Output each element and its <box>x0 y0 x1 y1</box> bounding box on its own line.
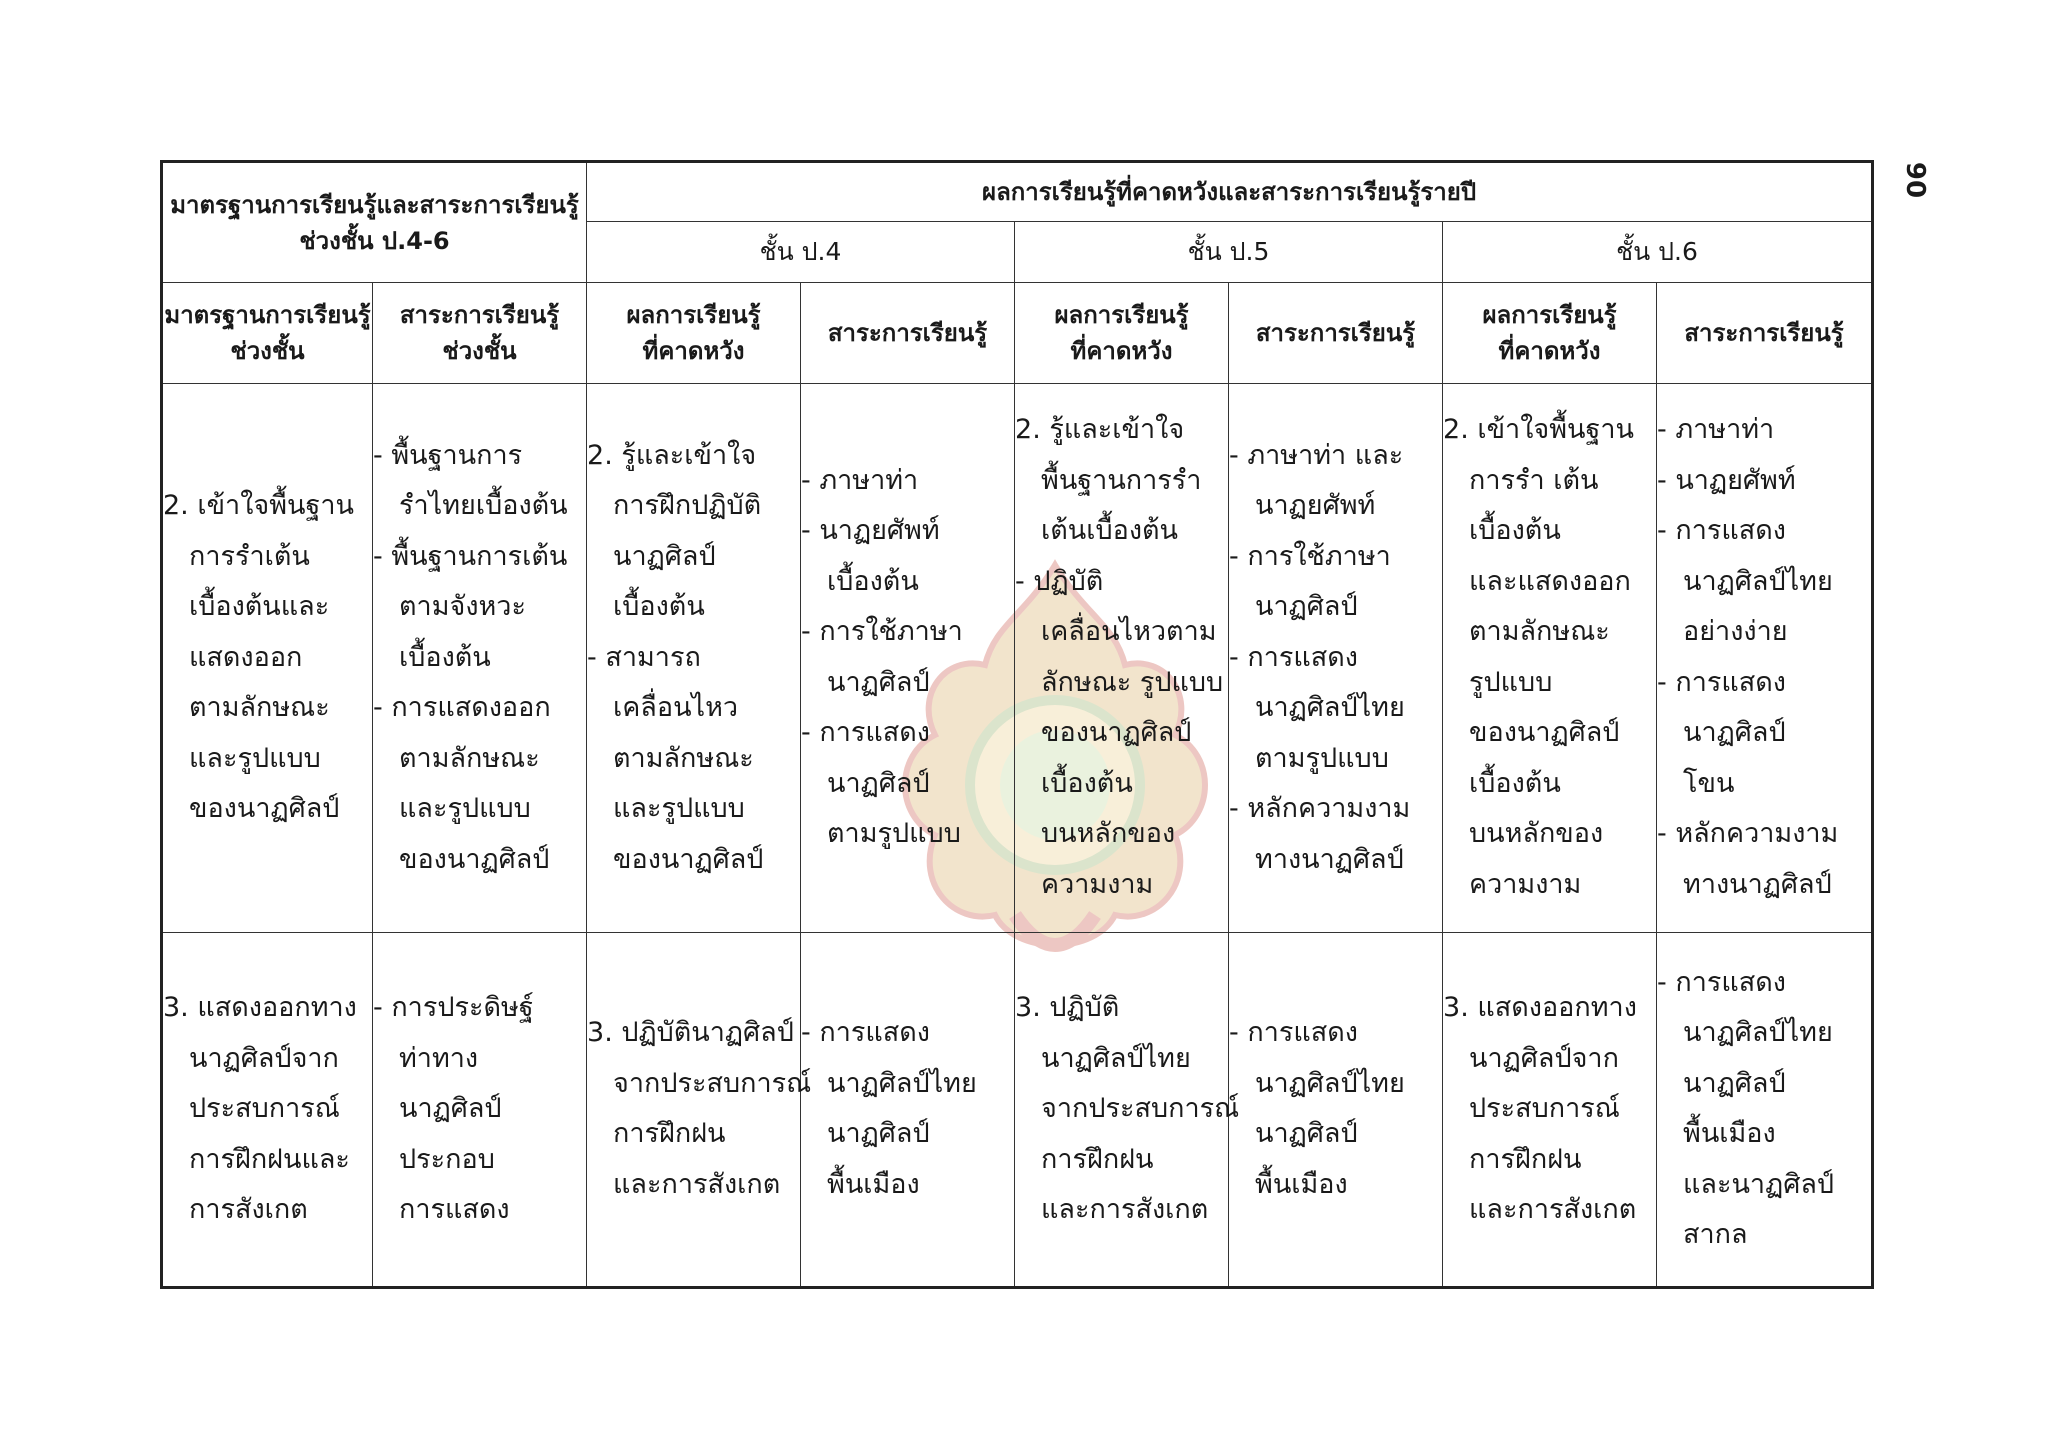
cell-line: นาฏศิลป์ไทย <box>1255 1067 1405 1099</box>
cell-line: ตามลักษณะ <box>1469 616 1610 648</box>
sub-header-line: ที่คาดหวัง <box>1070 337 1173 366</box>
cell-line: ท่าทาง <box>399 1042 479 1074</box>
cell-line: นาฏศิลป์ <box>827 767 930 799</box>
cell-line: - ภาษาท่า <box>801 464 919 496</box>
cell-line: ตามรูปแบบ <box>1255 742 1389 774</box>
cell-line: 3. ปฏิบัตินาฏศิลป์ <box>587 1017 794 1049</box>
cell-line: 3. แสดงออกทาง <box>163 992 357 1024</box>
cell-line: 2. เข้าใจพื้นฐาน <box>163 490 354 522</box>
cell-line: ประสบการณ์ <box>189 1093 340 1125</box>
cell-line: และแสดงออก <box>1469 565 1631 597</box>
cell-line: นาฏศิลป์ไทย <box>1041 1042 1191 1074</box>
curriculum-table <box>160 160 1874 1289</box>
cell-line: ตามลักษณะ <box>399 742 540 774</box>
table-cell <box>1229 384 1443 932</box>
cell-line: รำไทยเบื้องต้น <box>399 490 568 522</box>
cell-line: นาฏศิลป์ไทย <box>1683 1017 1833 1049</box>
cell-line: - การแสดง <box>1229 1017 1358 1049</box>
header-yearly-outcomes: ผลการเรียนรู้ที่คาดหวังและสาระการเรียนรู้รายปี <box>587 162 1873 222</box>
cell-line: เบื้องต้น <box>827 565 919 597</box>
cell-line: การฝึกฝน <box>613 1118 726 1150</box>
cell-line: นาฏศิลป์ <box>399 1093 502 1125</box>
table-cell <box>587 384 801 932</box>
cell-line: และรูปแบบ <box>613 793 745 825</box>
page-number: 90 <box>1900 161 1930 199</box>
sub-header-line: สาระการเรียนรู้ <box>1684 319 1844 348</box>
cell-line: ของนาฏศิลป์ <box>189 793 340 825</box>
sub-header-line: ช่วงชั้น <box>442 337 517 366</box>
cell-line: - หลักความงาม <box>1229 793 1411 825</box>
sub-header-line: ที่คาดหวัง <box>642 337 745 366</box>
cell-line: นาฏศิลป์จาก <box>189 1042 339 1074</box>
cell-line: ประสบการณ์ <box>1469 1093 1620 1125</box>
cell-line: - การแสดง <box>1657 666 1786 698</box>
cell-line: - การแสดง <box>801 717 930 749</box>
cell-line: ทางนาฏศิลป์ <box>1683 868 1832 900</box>
cell-line: - นาฏยศัพท์ <box>1657 464 1796 496</box>
header-grade-6: ชั้น ป.6 <box>1443 222 1873 283</box>
cell-line: - การแสดง <box>801 1017 930 1049</box>
sub-header-line: ผลการเรียนรู้ <box>1482 301 1617 330</box>
cell-line: นาฏยศัพท์ <box>1255 490 1376 522</box>
cell-line: อย่างง่าย <box>1683 616 1788 648</box>
cell-line: นาฏศิลป์ไทย <box>1255 692 1405 724</box>
table-cell <box>1657 384 1873 932</box>
cell-line: - หลักความงาม <box>1657 818 1839 850</box>
table-cell <box>1443 384 1657 932</box>
table-cell <box>373 384 587 932</box>
cell-line: การรำเต้น <box>189 540 310 572</box>
cell-line: นาฏศิลป์ไทย <box>1683 565 1833 597</box>
cell-line: นาฏศิลป์จาก <box>1469 1042 1619 1074</box>
cell-line: ทางนาฏศิลป์ <box>1255 843 1404 875</box>
header-standards-overall: มาตรฐานการเรียนรู้และสาระการเรียนรู้ ช่วงชั้น ป.4-6 <box>162 162 587 283</box>
sub-header-1 <box>373 283 587 384</box>
cell-line: นาฏศิลป์ <box>1683 1067 1786 1099</box>
cell-line: - การใช้ภาษา <box>1229 540 1391 572</box>
cell-line: - การประดิษฐ์ <box>373 992 534 1024</box>
cell-line: - การใช้ภาษา <box>801 616 963 648</box>
cell-line: ประกอบ <box>399 1143 495 1175</box>
cell-line: เบื้องต้น <box>1041 767 1133 799</box>
sub-header-4 <box>1015 283 1229 384</box>
cell-line: ความงาม <box>1041 868 1154 900</box>
cell-line: เบื้องต้นและ <box>189 591 330 623</box>
table-cell <box>162 384 373 932</box>
cell-line: - สามารถ <box>587 641 701 673</box>
header-grade-4: ชั้น ป.4 <box>587 222 1015 283</box>
cell-line: บนหลักของ <box>1469 818 1604 850</box>
cell-line: นาฏศิลป์ <box>827 666 930 698</box>
cell-line: การฝึกฝน <box>1469 1143 1582 1175</box>
cell-line: เบื้องต้น <box>399 641 491 673</box>
table-cell <box>1657 932 1873 1287</box>
cell-line: โขน <box>1683 767 1735 799</box>
cell-line: และรูปแบบ <box>189 742 321 774</box>
cell-line: พื้นฐานการรำ <box>1041 464 1202 496</box>
cell-line: พื้นเมือง <box>1255 1168 1348 1200</box>
cell-line: การฝึกฝน <box>1041 1143 1154 1175</box>
table-cell <box>1229 932 1443 1287</box>
cell-line: บนหลักของ <box>1041 818 1176 850</box>
cell-line: การแสดง <box>399 1194 510 1226</box>
cell-line: เคลื่อนไหว <box>613 692 739 724</box>
cell-line: เบื้องต้น <box>1469 767 1561 799</box>
sub-header-7 <box>1657 283 1873 384</box>
cell-line: - การแสดง <box>1229 641 1358 673</box>
cell-line: เคลื่อนไหวตาม <box>1041 616 1217 648</box>
cell-line: - การแสดง <box>1657 966 1786 998</box>
cell-line: ของนาฏศิลป์ <box>399 843 550 875</box>
table-cell <box>587 932 812 1287</box>
cell-line: ตามรูปแบบ <box>827 818 961 850</box>
cell-line: จากประสบการณ์ <box>1041 1093 1240 1125</box>
cell-line: - พื้นฐานการ <box>373 439 523 471</box>
cell-line: จากประสบการณ์ <box>613 1067 812 1099</box>
sub-header-6 <box>1443 283 1657 384</box>
header-grade-5: ชั้น ป.5 <box>1015 222 1443 283</box>
cell-line: เต้นเบื้องต้น <box>1041 515 1178 547</box>
table-cell <box>373 932 587 1287</box>
table-cell <box>1015 932 1240 1287</box>
cell-line: ตามลักษณะ <box>189 692 330 724</box>
cell-line: ตามลักษณะ <box>613 742 754 774</box>
cell-line: 3. แสดงออกทาง <box>1443 992 1637 1024</box>
sub-header-line: สาระการเรียนรู้ <box>1255 319 1416 348</box>
cell-line: ความงาม <box>1469 868 1582 900</box>
cell-line: แสดงออก <box>189 641 303 673</box>
table-cell <box>1015 384 1229 932</box>
sub-header-2 <box>587 283 801 384</box>
cell-line: - การแสดงออก <box>373 692 551 724</box>
cell-line: การสังเกต <box>189 1194 308 1226</box>
cell-line: เบื้องต้น <box>1469 515 1561 547</box>
sub-header-line: ผลการเรียนรู้ <box>1054 301 1189 330</box>
cell-line: นาฏศิลป์ <box>1255 1118 1358 1150</box>
cell-line: - ปฏิบัติ <box>1015 565 1104 597</box>
cell-line: นาฏศิลป์ <box>1683 717 1786 749</box>
table-cell <box>801 384 1015 932</box>
cell-line: การรำ เต้น <box>1469 464 1599 496</box>
cell-line: 3. ปฏิบัติ <box>1015 992 1120 1024</box>
sub-header-5 <box>1229 283 1443 384</box>
cell-line: ของนาฏศิลป์ <box>1469 717 1620 749</box>
sub-header-3 <box>801 283 1015 384</box>
table-cell <box>162 932 373 1287</box>
cell-line: และรูปแบบ <box>399 793 531 825</box>
cell-line: - นาฏยศัพท์ <box>801 515 940 547</box>
cell-line: ลักษณะ รูปแบบ <box>1041 666 1224 698</box>
sub-header-line: สาระการเรียนรู้ <box>399 301 560 330</box>
cell-line: - ภาษาท่า <box>1657 414 1775 446</box>
sub-header-0 <box>162 283 373 384</box>
cell-line: และนาฏศิลป์ <box>1683 1168 1835 1200</box>
cell-line: เบื้องต้น <box>613 591 705 623</box>
cell-line: - พื้นฐานการเต้น <box>373 540 568 572</box>
cell-line: นาฏศิลป์ <box>613 540 716 572</box>
sub-header-line: ผลการเรียนรู้ <box>626 301 761 330</box>
cell-line: และการสังเกต <box>1469 1194 1637 1226</box>
cell-line: 2. เข้าใจพื้นฐาน <box>1443 414 1634 446</box>
sub-header-line: ช่วงชั้น <box>230 337 305 366</box>
cell-line: การฝึกปฏิบัติ <box>613 490 762 522</box>
cell-line: ของนาฏศิลป์ <box>1041 717 1192 749</box>
sub-header-line: สาระการเรียนรู้ <box>827 319 988 348</box>
sub-header-line: ที่คาดหวัง <box>1498 337 1601 366</box>
cell-line: พื้นเมือง <box>827 1168 920 1200</box>
cell-line: และการสังเกต <box>613 1168 781 1200</box>
cell-line: 2. รู้และเข้าใจ <box>1015 414 1185 446</box>
cell-line: - ภาษาท่า และ <box>1229 439 1404 471</box>
table-cell <box>1443 932 1657 1287</box>
table-cell <box>801 932 1015 1287</box>
cell-line: รูปแบบ <box>1469 666 1553 698</box>
cell-line: พื้นเมือง <box>1683 1118 1776 1150</box>
cell-line: - การแสดง <box>1657 515 1786 547</box>
cell-line: ตามจังหวะ <box>399 591 526 623</box>
cell-line: สากล <box>1683 1219 1748 1251</box>
cell-line: 2. รู้และเข้าใจ <box>587 439 757 471</box>
sub-header-line: มาตรฐานการเรียนรู้ <box>164 301 371 330</box>
cell-line: การฝึกฝนและ <box>189 1143 350 1175</box>
cell-line: ของนาฏศิลป์ <box>613 843 764 875</box>
cell-line: นาฏศิลป์ไทย <box>827 1067 977 1099</box>
cell-line: นาฏศิลป์ <box>1255 591 1358 623</box>
cell-line: และการสังเกต <box>1041 1194 1209 1226</box>
cell-line: นาฏศิลป์ <box>827 1118 930 1150</box>
